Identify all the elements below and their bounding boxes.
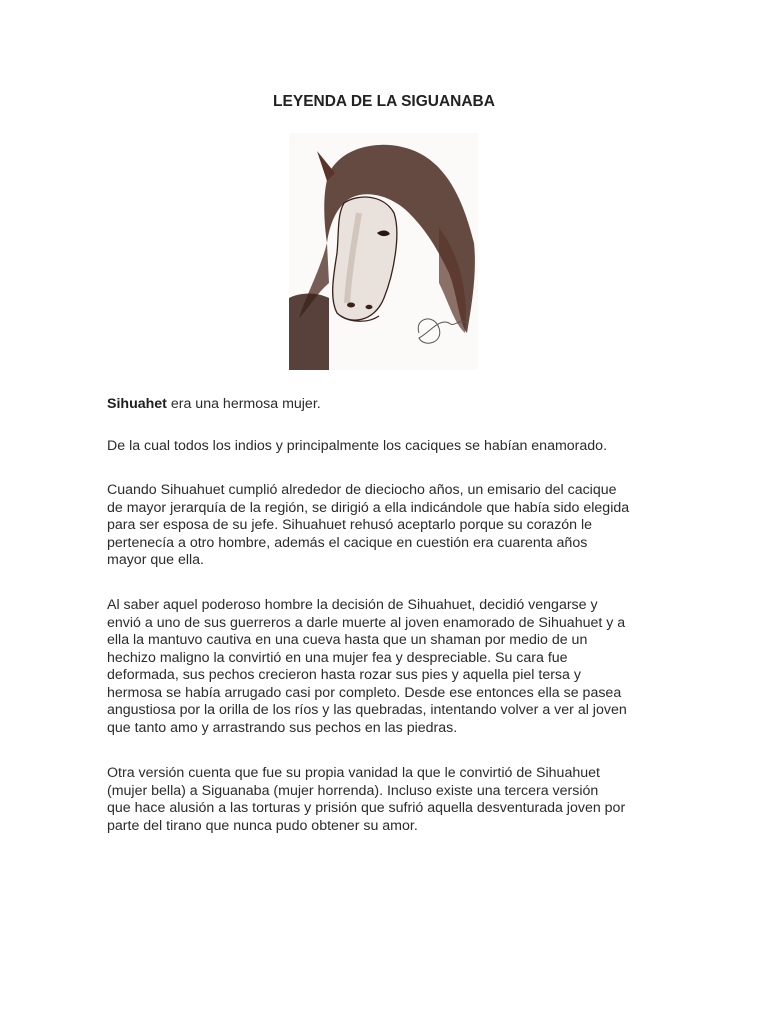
text-line: hermosa se había arrugado casi por completo. Desde ese entonces ella se pasea: [107, 684, 622, 701]
text-line: Cuando Sihuahuet cumplió alrededor de dieciocho años, un emisario del cacique: [107, 482, 617, 498]
text-line: hechizo maligno la convirtió en una mujer fea y despreciable. Su cara fue: [107, 649, 568, 666]
text-line: para ser esposa de su jefe. Sihuahuet rehusó aceptarlo porque su corazón le: [107, 517, 593, 533]
intro-text: era una hermosa mujer.: [166, 396, 321, 412]
document-title: LEYENDA DE LA SIGUANABA: [273, 93, 495, 110]
text-line: pertenecía a otro hombre, además el cacique en cuestión era cuarenta años: [107, 534, 588, 551]
name-bold: Sihuahet: [107, 396, 167, 412]
paragraph-2: [107, 438, 667, 456]
text-line: angustiosa por la orilla de los ríos y las quebradas, intentando volver a ver al joven: [107, 702, 627, 718]
text-line: Otra versión cuenta que fue su propia vanidad la que le convirtió de Sihuahuet: [107, 765, 600, 781]
paragraph-intro: [107, 396, 667, 414]
text-line: deformada, sus pechos crecieron hasta rozar sus pies y aquella piel tersa y: [107, 667, 581, 683]
text-line: De la cual todos los indios y principalmente los caciques se habían enamorado.: [107, 438, 608, 454]
text-line: mayor que ella.: [107, 552, 204, 568]
text-line: parte del tirano que nunca pudo obtener su amor.: [107, 817, 418, 834]
paragraph-5: [107, 765, 667, 835]
text-line: de mayor jerarquía de la región, se dirigió a ella indicándole que había sido elegida: [107, 499, 630, 516]
text-line: envió a uno de sus guerreros a darle muerte al joven enamorado de Sihuahuet y a: [107, 614, 626, 631]
text-line: (mujer bella) a Siguanaba (mujer horrenda). Incluso existe una tercera versión: [107, 782, 599, 799]
text-line: Al saber aquel poderoso hombre la decisión de Sihuahuet, decidió vengarse y: [107, 597, 598, 613]
paragraph-4: [107, 597, 667, 737]
paragraph-3: [107, 482, 667, 570]
text-line: ella la mantuvo cautiva en una cueva hasta que un shaman por medio de un: [107, 632, 588, 648]
text-line: que hace alusión a las torturas y prisión que sufrió aquella desventurada joven por: [107, 800, 626, 816]
text-line: que tanto amo y arrastrando sus pechos en las piedras.: [107, 719, 458, 736]
horse-woman-sketch-icon: [289, 133, 478, 370]
